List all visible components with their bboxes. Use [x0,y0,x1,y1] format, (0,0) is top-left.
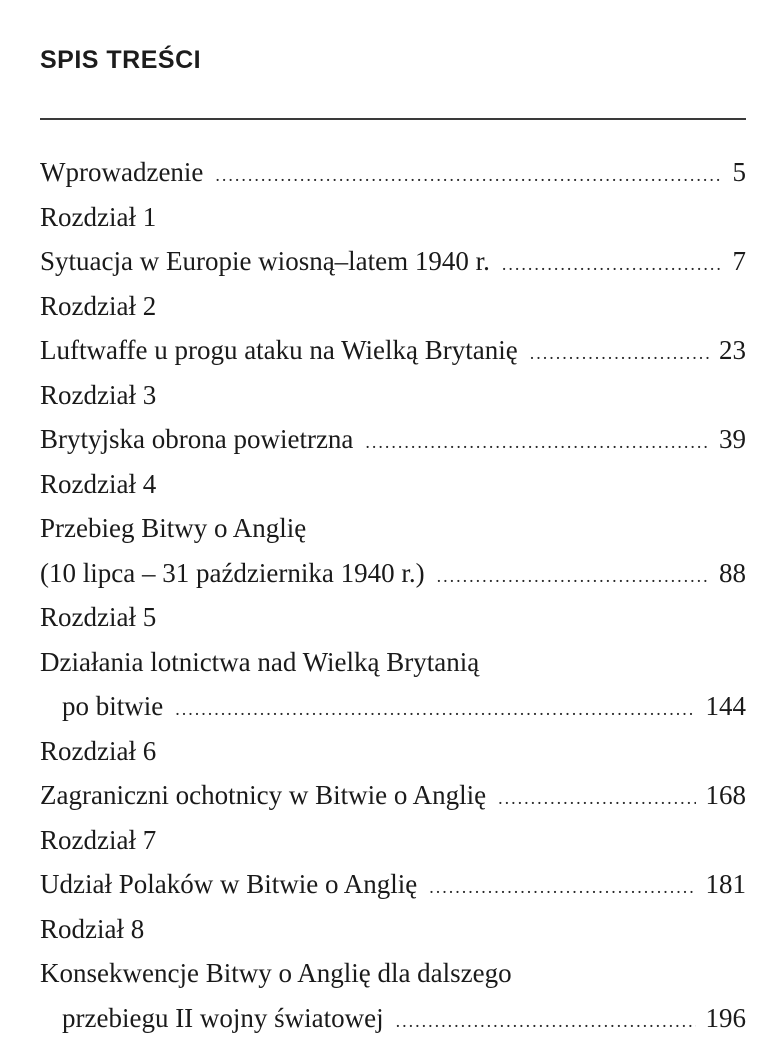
toc-entry-title: Udział Polaków w Bitwie o Anglię [40,869,418,899]
toc-entry-title: Działania lotnictwa nad Wielką Brytanią [40,646,480,677]
dot-leader [530,331,709,373]
toc-entry-ch3 [40,417,746,462]
chapter-label: Rozdział 4 [40,468,157,499]
chapter-label-1 [40,195,746,240]
toc-entry-ch5-line1 [40,640,746,685]
toc-entry-ch5-line2 [40,684,746,729]
toc-entry-title-continued: (10 lipca – 31 października 1940 r.) [40,557,425,588]
chapter-label: Rozdział 2 [40,290,157,321]
toc-entry-title: Luftwaffe u progu ataku na Wielką Brytanię [40,335,518,365]
toc-page-number: 7 [732,246,746,276]
toc-page-number: 181 [705,869,746,899]
toc-entry-title: Przebieg Bitwy o Anglię [40,513,307,543]
dot-leader [429,865,695,907]
chapter-label-5 [40,595,746,640]
chapter-label: Rozdział 5 [40,602,157,632]
toc-page-number: 23 [719,335,746,365]
chapter-label: Rodział 8 [40,913,145,944]
toc-entry-title: Zagraniczni ochotnicy w Bitwie o Anglię [40,780,487,810]
toc-page-number: 168 [705,780,746,810]
dot-leader [365,420,709,462]
toc-page-number: 39 [719,424,746,454]
heading-divider [40,118,746,120]
toc-entry-ch1 [40,239,746,284]
chapter-label-6 [40,729,746,774]
chapter-label-2 [40,284,746,329]
toc-entry-ch4-line1 [40,506,746,551]
toc-entry-ch7 [40,862,746,907]
toc-entry-ch2 [40,328,746,373]
dot-leader [498,776,695,818]
toc-entry-title: Brytyjska obrona powietrzna [40,424,354,454]
toc-page-number: 88 [719,557,746,588]
toc-page-number: 196 [705,1002,746,1033]
toc-entry-title-continued: po bitwie [62,691,164,721]
toc-entry-ch4-line2 [40,551,746,596]
dot-leader [396,999,696,1041]
toc-entry-title: Wprowadzenie [40,157,204,187]
toc-entry-title: Sytuacja w Europie wiosną–latem 1940 r. [40,246,490,276]
toc-entry-title-continued: przebiegu II wojny światowej [62,1002,384,1033]
page-title: SPIS TREŚCI [40,46,202,74]
chapter-label: Rozdział 6 [40,735,157,766]
chapter-label-4 [40,462,746,507]
toc-entry-intro [40,150,746,195]
toc-entry-ch6 [40,773,746,818]
dot-leader [175,687,695,729]
chapter-label: Rozdział 3 [40,379,157,410]
toc-entry-title: Konsekwencje Bitwy o Anglię dla dalszego [40,958,512,988]
chapter-label-8 [40,907,746,952]
toc-page-number: 144 [705,691,746,721]
dot-leader [437,554,709,596]
toc-entry-ch8-line1 [40,951,746,996]
dot-leader [215,153,722,195]
chapter-label: Rozdział 1 [40,201,157,232]
dot-leader [502,242,723,284]
table-of-contents [40,150,746,1040]
chapter-label: Rozdział 7 [40,824,157,855]
chapter-label-3 [40,373,746,418]
toc-page-number: 5 [732,157,746,187]
toc-entry-ch8-line2 [40,996,746,1041]
chapter-label-7 [40,818,746,863]
